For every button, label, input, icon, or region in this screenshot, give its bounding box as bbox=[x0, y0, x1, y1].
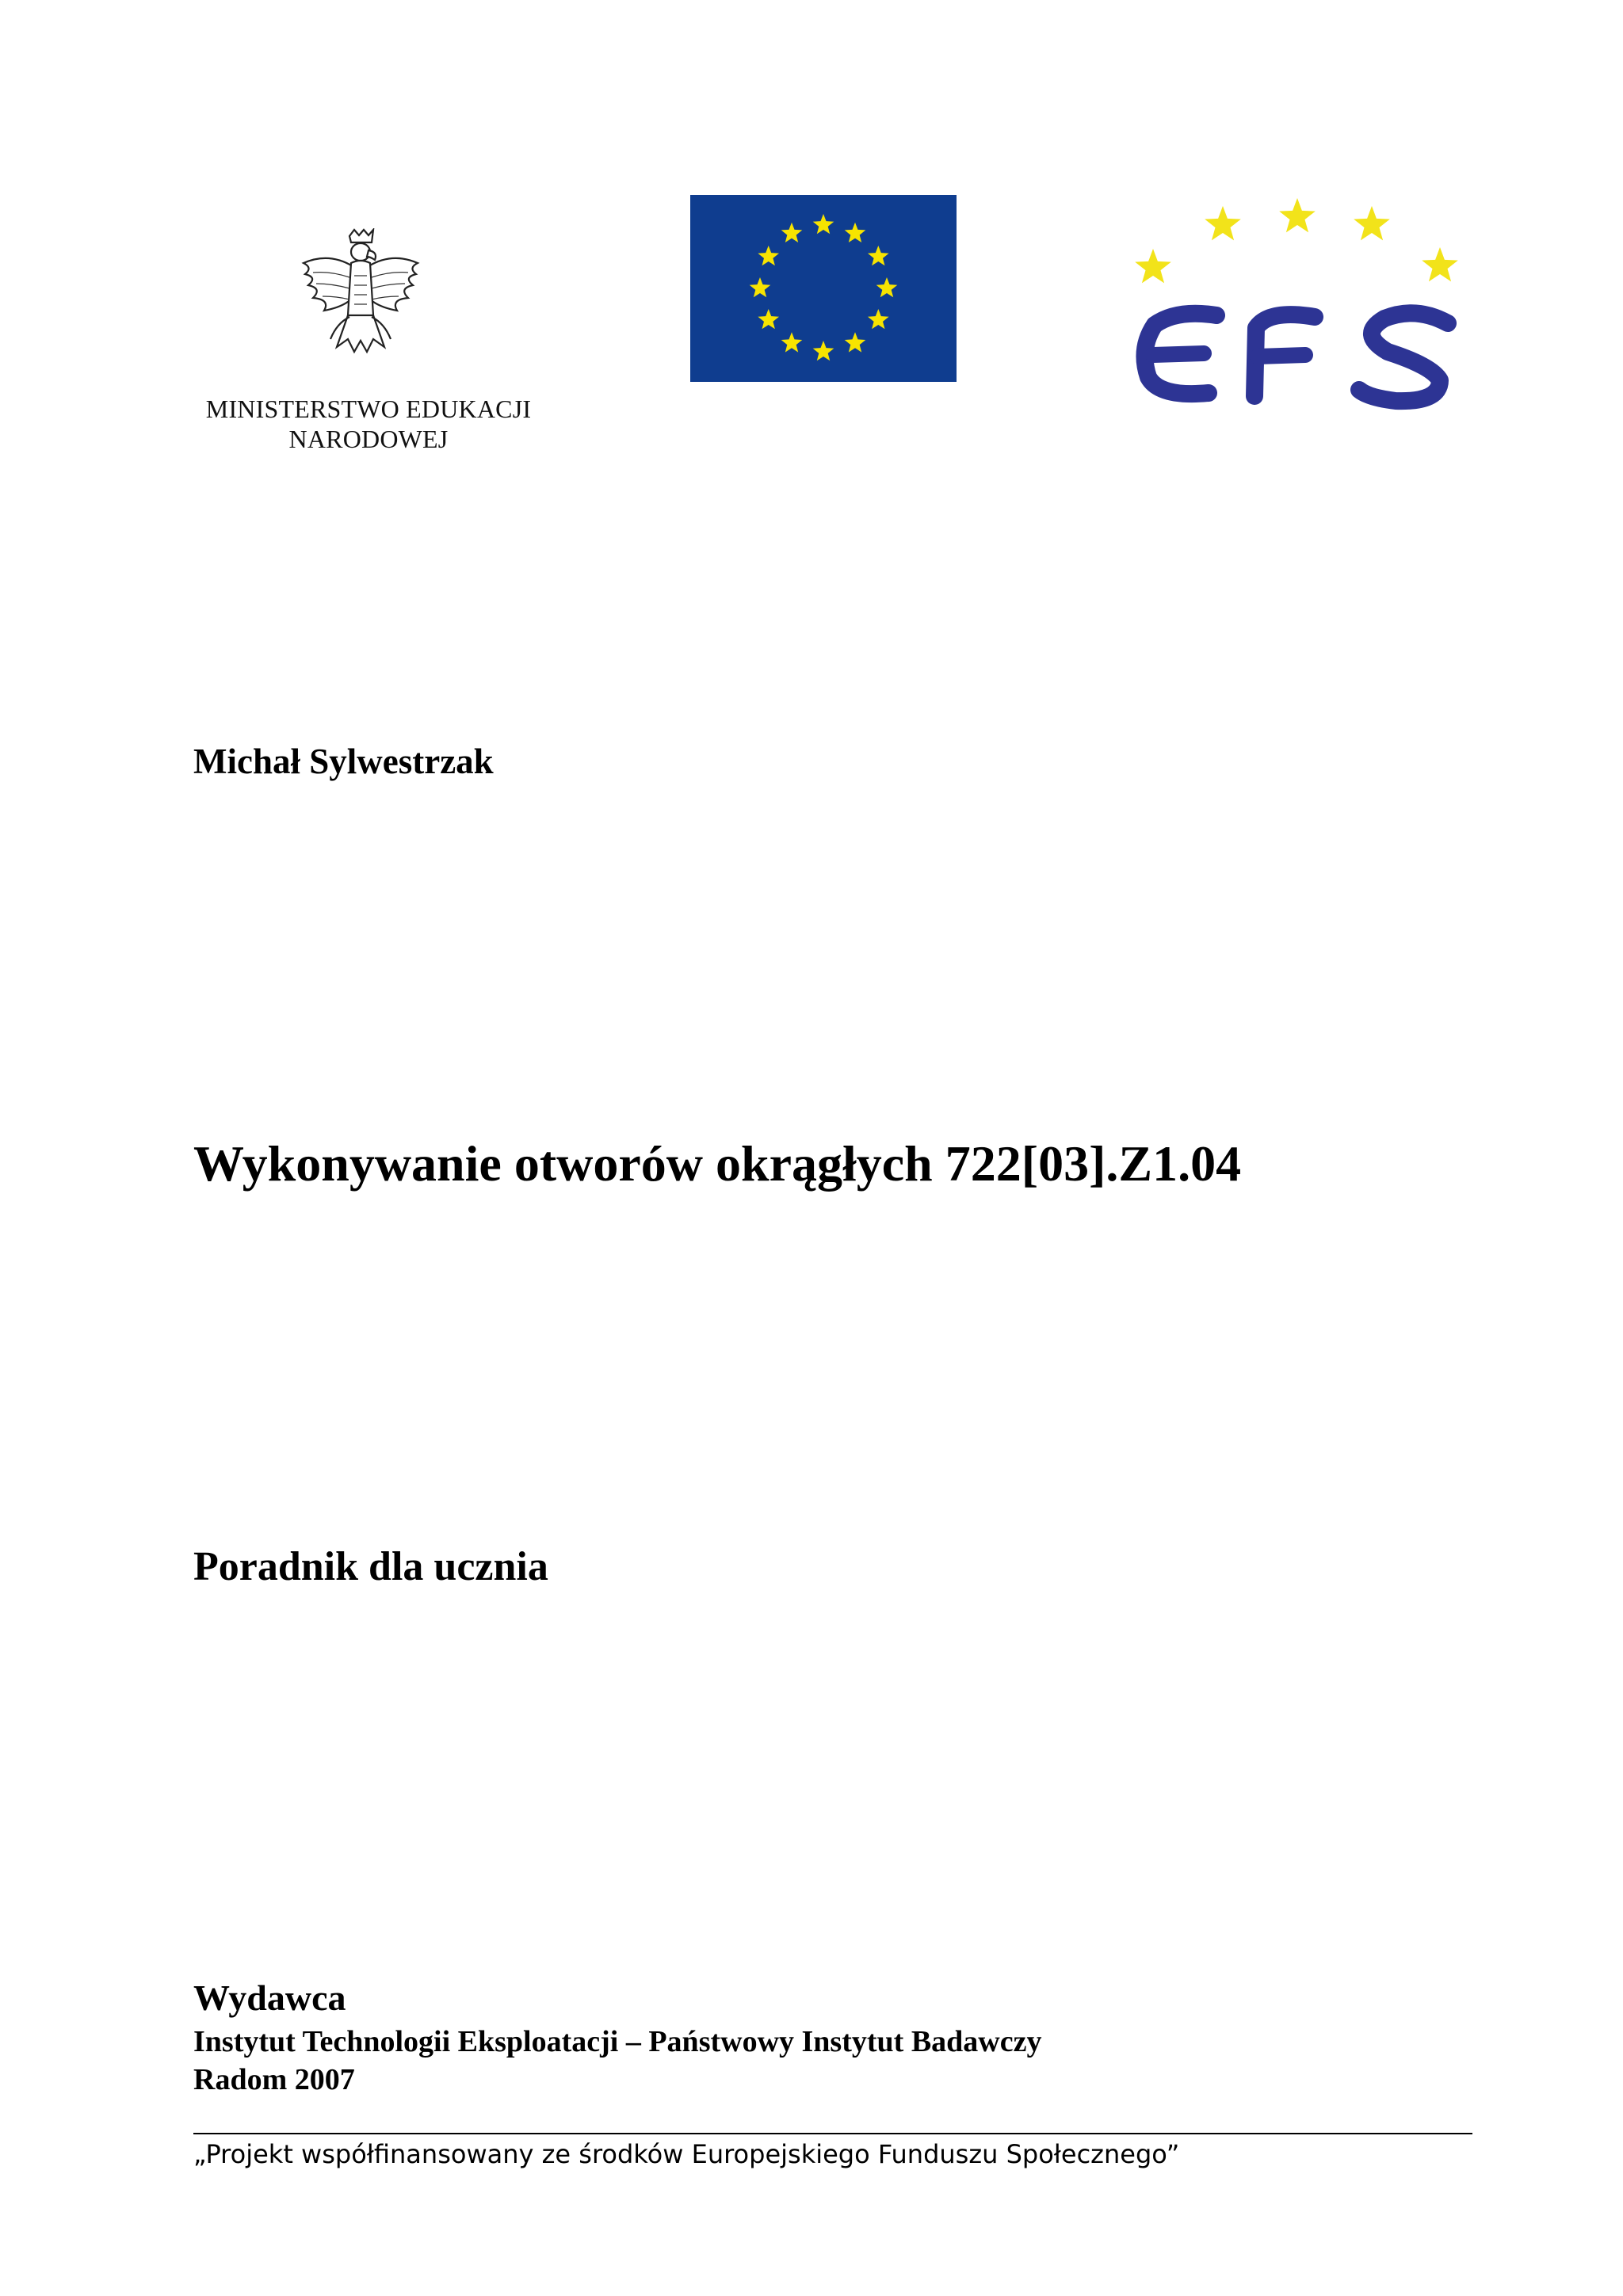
efs-star-icon bbox=[1279, 198, 1316, 232]
author-name: Michał Sylwestrzak bbox=[193, 742, 494, 781]
footer-divider bbox=[193, 2133, 1472, 2134]
document-title: Wykonywanie otworów okrągłych 722[03].Z1.04 bbox=[193, 1135, 1242, 1192]
eu-flag-icon bbox=[690, 195, 957, 382]
footer-note: „Projekt współfinansowany ze środków Europejskiego Funduszu Społecznego” bbox=[193, 2139, 1180, 2169]
polish-eagle-icon bbox=[281, 228, 440, 375]
efs-star-icon bbox=[1354, 206, 1390, 240]
ministry-name-line1: MINISTERSTWO EDUKACJI bbox=[205, 395, 532, 423]
efs-star-icon bbox=[1135, 249, 1171, 283]
efs-logo-icon bbox=[1121, 190, 1486, 428]
publisher-label: Wydawca bbox=[193, 1978, 346, 2018]
ministry-name-line2: NARODOWEJ bbox=[288, 425, 449, 453]
publisher-city-year: Radom 2007 bbox=[193, 2063, 355, 2096]
efs-star-icon bbox=[1422, 247, 1458, 281]
publisher-name: Instytut Technologii Eksploatacji – Państwowy Instytut Badawczy bbox=[193, 2025, 1042, 2058]
document-subtitle: Poradnik dla ucznia bbox=[193, 1544, 548, 1589]
efs-star-icon bbox=[1205, 206, 1241, 240]
